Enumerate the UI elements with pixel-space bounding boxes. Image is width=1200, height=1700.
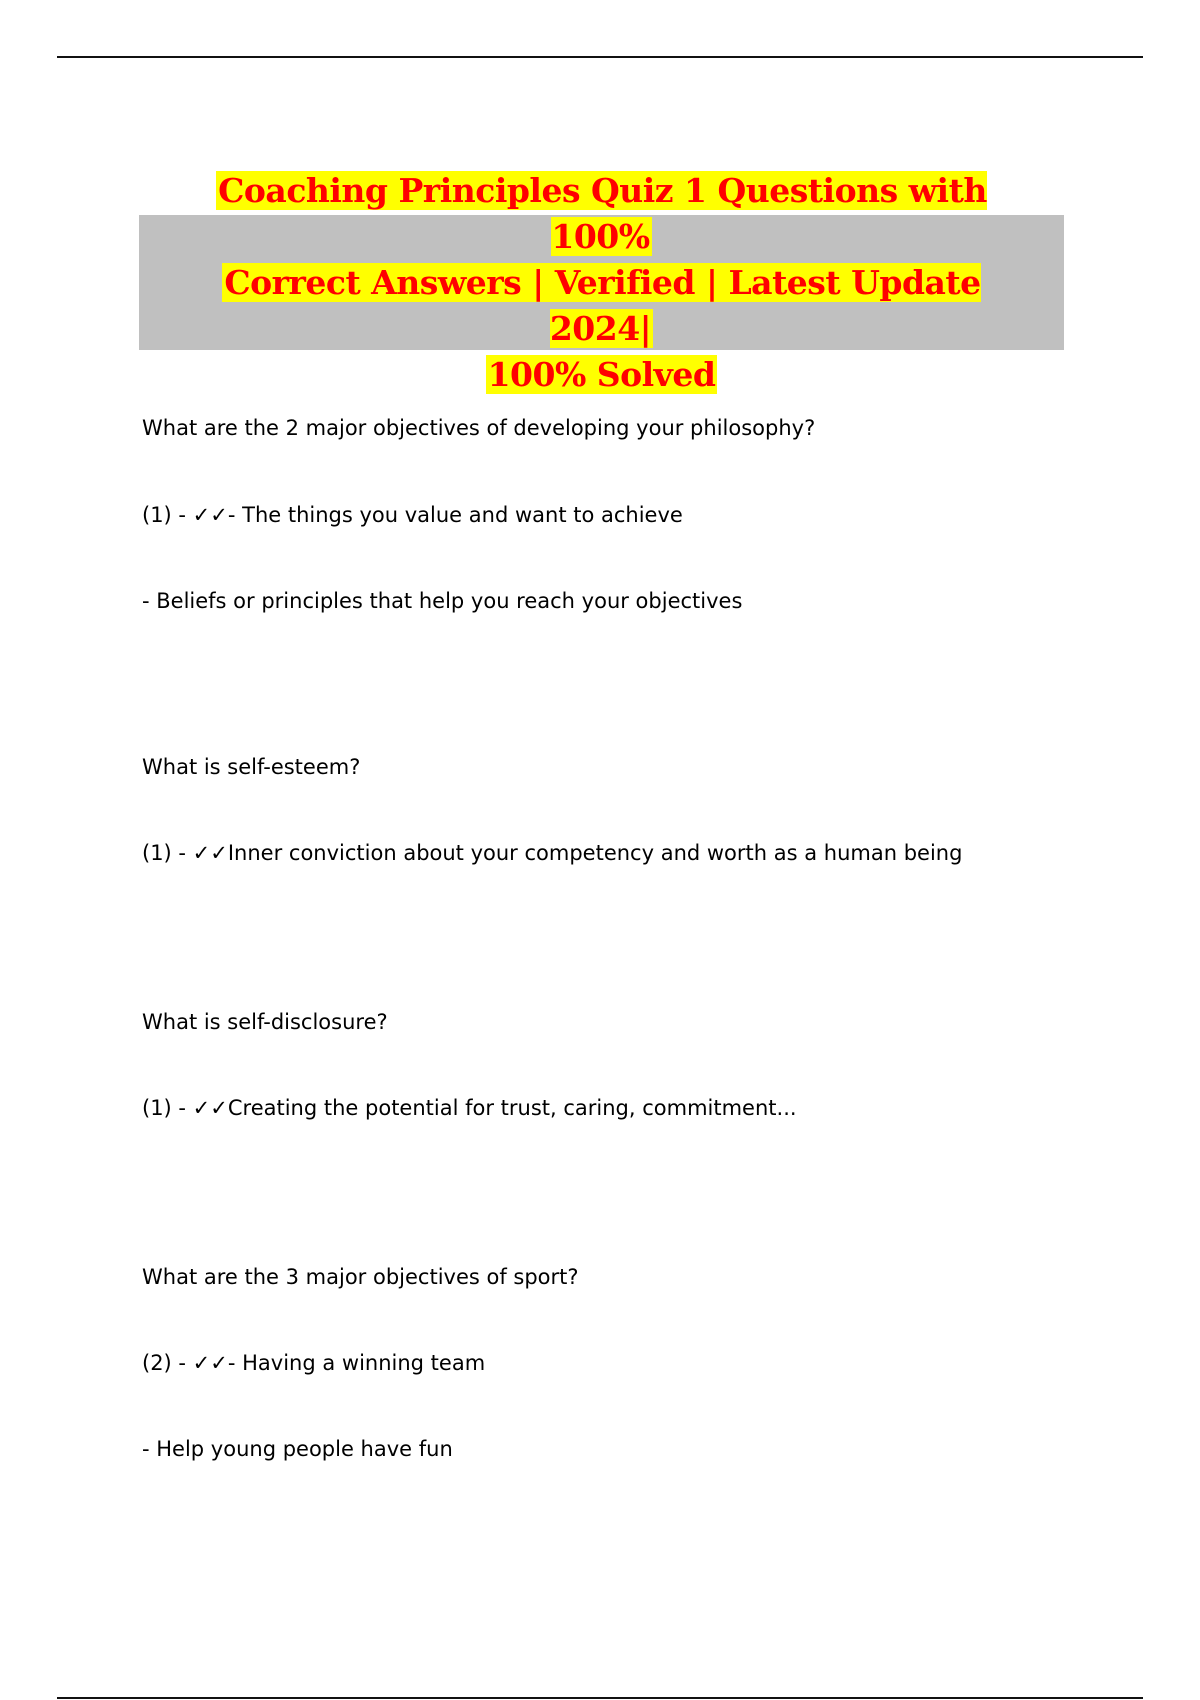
question-4: What are the 3 major objectives of sport?: [142, 1265, 579, 1289]
title-line: Coaching Principles Quiz 1 Questions with 100%: [218, 170, 987, 256]
answer-2: (1) - ✓✓Inner conviction about your competency and worth as a human being: [142, 841, 963, 865]
answer-1-line-2: - Beliefs or principles that help you reach your objectives: [142, 589, 743, 613]
question-2: What is self-esteem?: [142, 755, 361, 779]
answer-4-line-2: - Help young people have fun: [142, 1437, 453, 1461]
question-3: What is self-disclosure?: [142, 1010, 388, 1034]
document-title: [177, 168, 1027, 398]
title-line: 100% Solved: [487, 354, 716, 394]
title-line: Correct Answers | Verified | Latest Update 2024|: [224, 262, 981, 348]
footer-rule: [57, 1697, 1143, 1699]
answer-3: (1) - ✓✓Creating the potential for trust, caring, commitment...: [142, 1096, 797, 1120]
answer-4-line-1: (2) - ✓✓- Having a winning team: [142, 1351, 486, 1375]
title-banner: [139, 170, 1064, 394]
answer-1-line-1: (1) - ✓✓- The things you value and want to achieve: [142, 503, 683, 527]
header-rule: [57, 56, 1143, 58]
question-1: What are the 2 major objectives of developing your philosophy?: [142, 416, 816, 440]
